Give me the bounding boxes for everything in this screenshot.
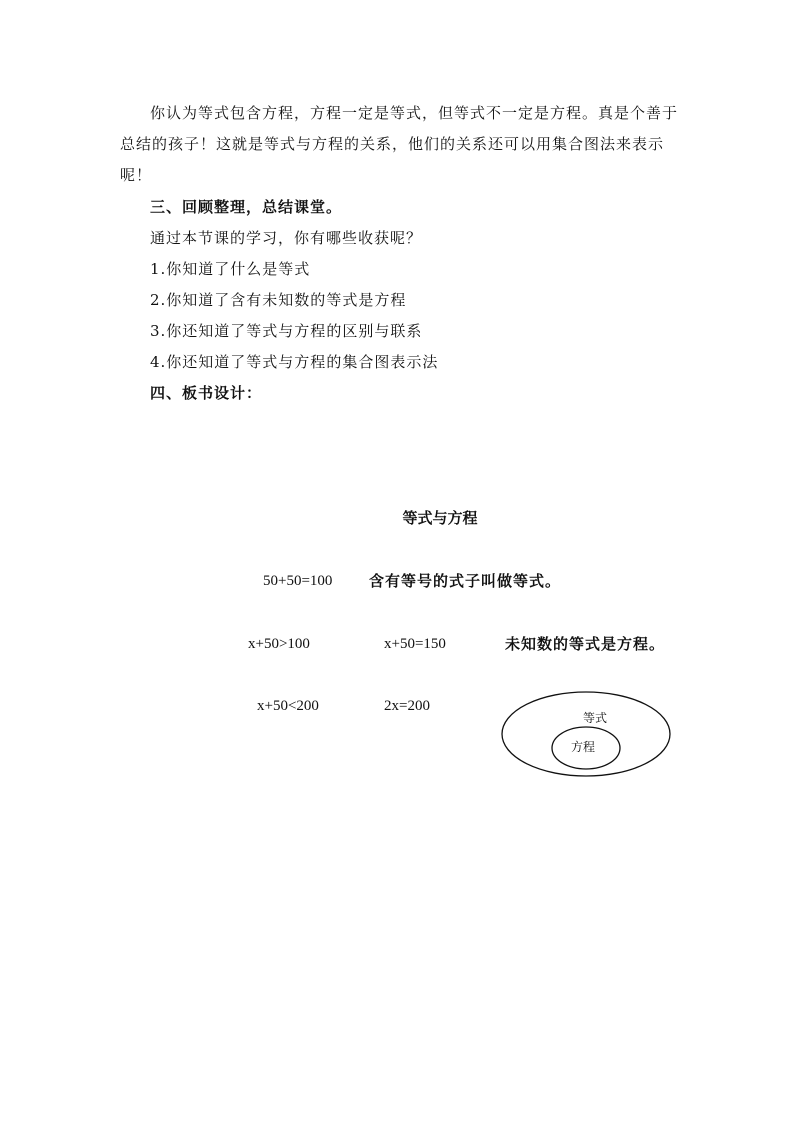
summary-item-2: 2.你知道了含有未知数的等式是方程 <box>150 291 407 309</box>
paragraph-line-1: 你认为等式包含方程，方程一定是等式，但等式不一定是方程。真是个善于 <box>150 104 679 122</box>
section-3-heading: 三、回顾整理，总结课堂。 <box>150 198 343 216</box>
venn-diagram <box>498 688 676 782</box>
section-3-question: 通过本节课的学习，你有哪些收获呢？ <box>150 229 423 247</box>
section-4-heading: 四、板书设计： <box>150 384 263 402</box>
venn-outer-label: 等式 <box>583 711 608 725</box>
venn-inner-label: 方程 <box>571 740 596 754</box>
board-equation-1: 50+50=100 <box>263 573 333 589</box>
board-inequality-2: x+50<200 <box>257 698 319 714</box>
paragraph-line-2: 总结的孩子！这就是等式与方程的关系，他们的关系还可以用集合图法来表示 <box>120 135 665 153</box>
board-equation-3: 2x=200 <box>384 698 430 714</box>
summary-item-1: 1.你知道了什么是等式 <box>150 260 311 278</box>
summary-item-3: 3.你还知道了等式与方程的区别与联系 <box>150 322 423 340</box>
board-inequality-1: x+50>100 <box>248 636 310 652</box>
venn-outer-ellipse <box>502 692 670 776</box>
summary-item-4: 4.你还知道了等式与方程的集合图表示法 <box>150 353 439 371</box>
board-definition-unknown: 未知数的等式是方程。 <box>505 635 666 653</box>
paragraph-line-3: 呢！ <box>120 166 153 184</box>
board-title: 等式与方程 <box>402 509 478 527</box>
board-equation-2: x+50=150 <box>384 636 446 652</box>
board-definition-equation: 含有等号的式子叫做等式。 <box>369 572 562 590</box>
